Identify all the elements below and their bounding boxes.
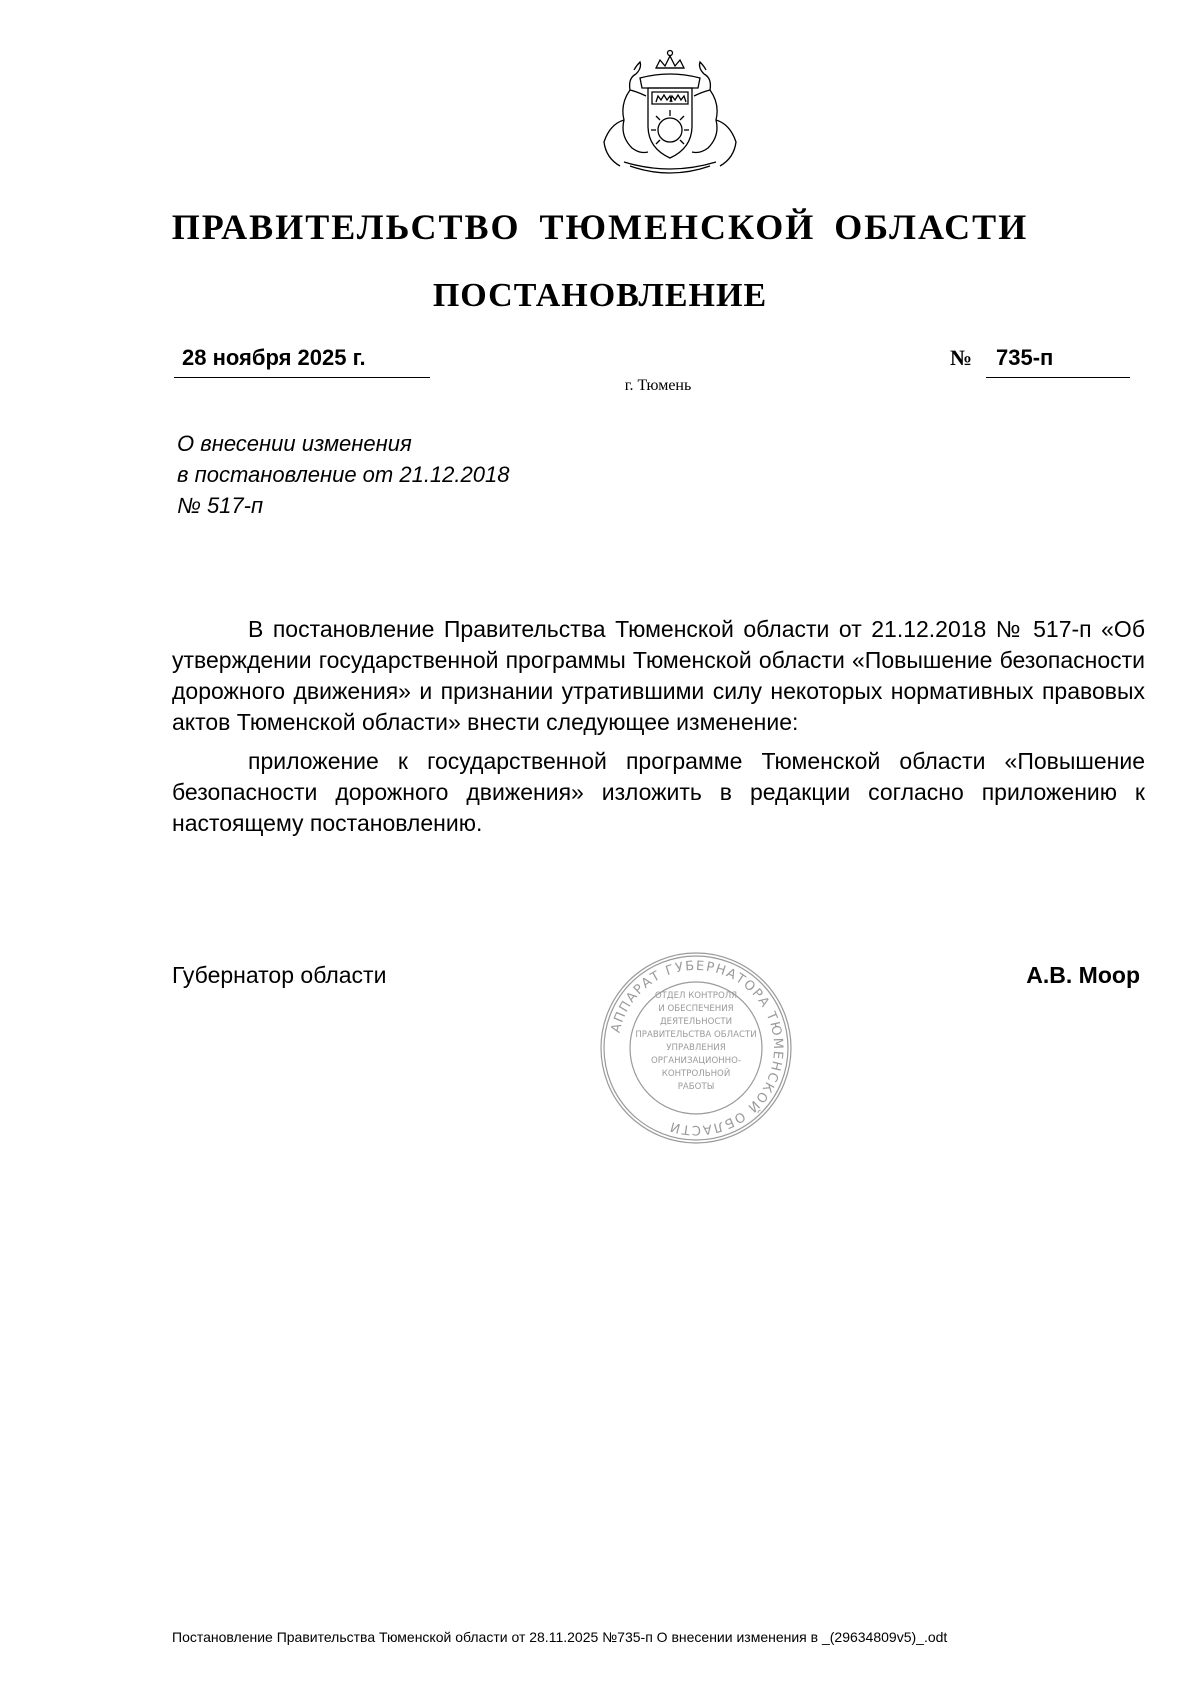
- seal-ring-text-path: АППАРАТ ГУБЕРНАТОРА ТЮМЕНСКОЙ ОБЛАСТИ: [608, 958, 786, 1138]
- seal-center-line: И ОБЕСПЕЧЕНИЯ: [658, 1004, 734, 1014]
- subject-line: № 517-п: [177, 493, 264, 518]
- number-sign: №: [950, 345, 973, 370]
- body-paragraph: В постановление Правительства Тюменской области от 21.12.2018 № 517-п «Об утверждении государственной программы Тюменской области «Повышение безопасности дорожного движения» и признании утратившими силу некоторых нормативных правовых актов Тюменской области» внести следующее изменение:: [172, 616, 1145, 735]
- subject-line: О внесении изменения: [177, 431, 412, 456]
- seal-center-line: ОТДЕЛ КОНТРОЛЯ: [654, 991, 738, 1001]
- number-underline: [986, 345, 1130, 378]
- seal-center-line: ОРГАНИЗАЦИОННО-: [651, 1056, 741, 1066]
- official-seal-stamp: [598, 950, 794, 1146]
- seal-center-line: КОНТРОЛЬНОЙ: [661, 1069, 731, 1079]
- document-city: г. Тюмень: [624, 377, 692, 394]
- seal-center-line: РАБОТЫ: [677, 1082, 715, 1092]
- tyumen-region-coat-of-arms-icon: [590, 48, 750, 180]
- body-paragraph: приложение к государственной программе Тюменской области «Повышение безопасности дорожного движения» изложить в редакции согласно приложению к настоящему постановлению.: [172, 748, 1145, 836]
- document-number: 735-п: [996, 345, 1054, 370]
- document-type-title: ПОСТАНОВЛЕНИЕ: [432, 277, 768, 314]
- document-date-field: [174, 345, 430, 378]
- signatory-name: А.В. Моор: [1026, 962, 1140, 988]
- document-body: [172, 614, 1145, 847]
- document-number-field: [950, 345, 1130, 377]
- seal-center-line: ДЕЯТЕЛЬНОСТИ: [659, 1017, 733, 1027]
- government-title: ПРАВИТЕЛЬСТВО ТЮМЕНСКОЙ ОБЛАСТИ: [171, 207, 1029, 247]
- document-date: 28 ноября 2025 г.: [182, 345, 366, 370]
- seal-center-line: ПРАВИТЕЛЬСТВА ОБЛАСТИ: [635, 1030, 757, 1040]
- signatory-position: Губернатор области: [172, 962, 387, 988]
- seal-center-line: УПРАВЛЕНИЯ: [666, 1043, 726, 1053]
- subject-line: в постановление от 21.12.2018: [177, 462, 510, 487]
- document-subject: [177, 428, 509, 521]
- document-footer: Постановление Правительства Тюменской области от 28.11.2025 №735-п О внесении изменения в _(29634809v5)_.odt: [172, 1629, 948, 1645]
